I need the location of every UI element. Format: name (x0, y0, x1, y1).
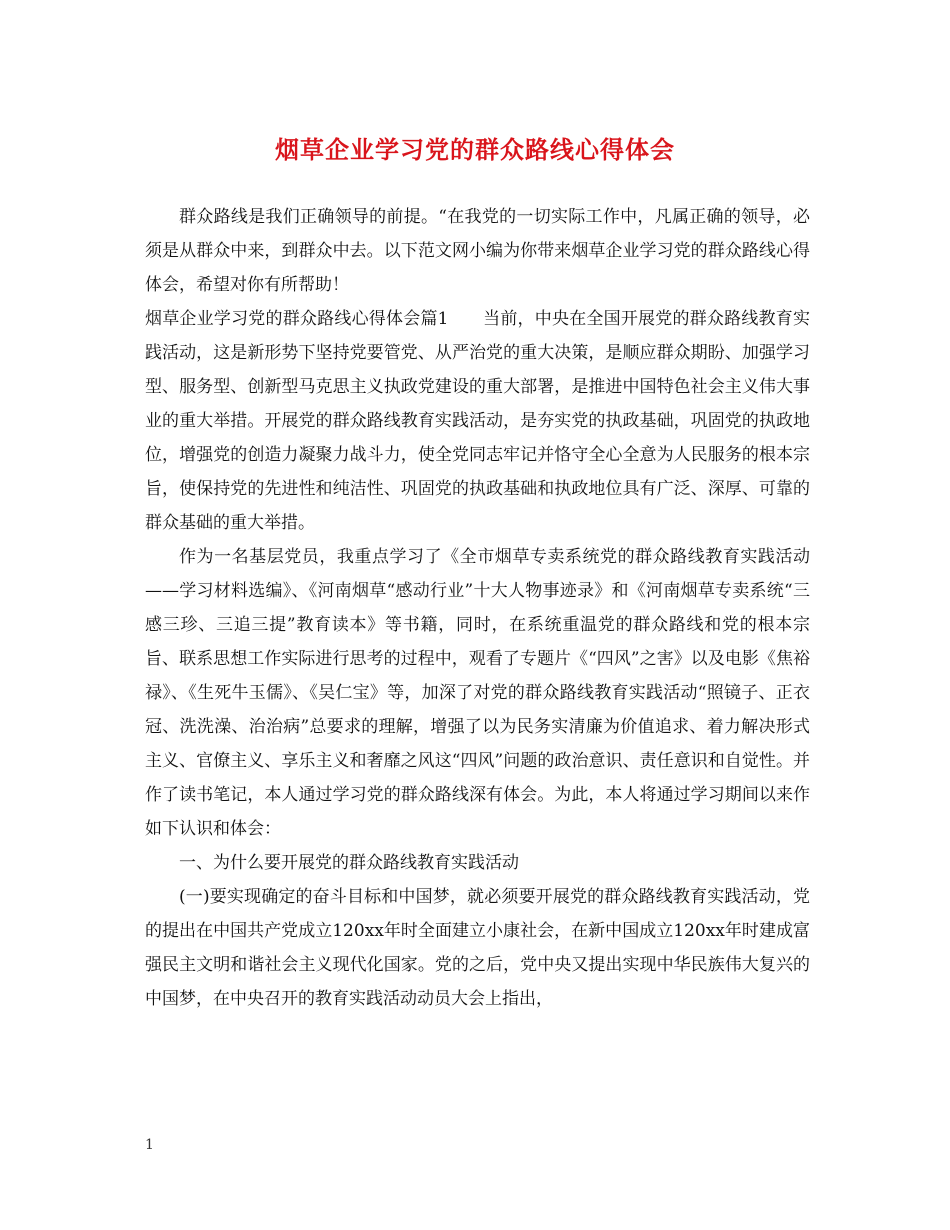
document-title: 烟草企业学习党的群众路线心得体会 (275, 136, 675, 164)
document-body (145, 200, 810, 1016)
page-number: 1 (145, 1137, 154, 1153)
section-paragraph: 烟草企业学习党的群众路线心得体会篇1 当前，中央在全国开展党的群众路线教育实践活动，这是新形势下坚持党要管党、从严治党的重大决策，是顺应群众期盼、加强学习型、服务型、创新型马克思主义执政党建设的重大部署，是推进中国特色社会主义伟大事业的重大举措。开展党的群众路线教育实践活动，是夯实党的执政基础，巩固党的执政地位，增强党的创造力凝聚力战斗力，使全党同志牢记并恪守全心全意为人民服务的根本宗旨，使保持党的先进性和纯洁性、巩固党的执政基础和执政地位具有广泛、深厚、可靠的群众基础的重大举措。 (145, 309, 810, 533)
intro-paragraph: 群众路线是我们正确领导的前提。“在我党的一切实际工作中，凡属正确的领导，必须是从群众中来，到群众中去。以下范文网小编为你带来烟草企业学习党的群众路线心得体会，希望对你有所帮助！ (145, 207, 810, 295)
subsection-paragraph: (一)要实现确定的奋斗目标和中国梦，就必须要开展党的群众路线教育实践活动，党的提出在中国共产党成立120xx年时全面建立小康社会，在新中国成立120xx年时建成富强民主文明和谐社会主义现代化国家。党的之后，党中央又提出实现中华民族伟大复兴的中国梦，在中央召开的教育实践活动动员大会上指出， (145, 887, 810, 1009)
body-paragraph: 作为一名基层党员，我重点学习了《全市烟草专卖系统党的群众路线教育实践活动——学习材料选编》、《河南烟草“感动行业”十大人物事迹录》和《河南烟草专卖系统“三感三珍、三追三提”教育读本》等书籍，同时，在系统重温党的群众路线和党的根本宗旨、联系思想工作实际进行思考的过程中，观看了专题片《“四风”之害》以及电影《焦裕禄》、《生死牛玉儒》、《吴仁宝》等，加深了对党的群众路线教育实践活动“照镜子、正衣冠、洗洗澡、治治病”总要求的理解，增强了以为民务实清廉为价值追求、着力解决形式主义、官僚主义、享乐主义和奢靡之风这“四风”问题的政治意识、责任意识和自觉性。并作了读书笔记，本人通过学习党的群众路线深有体会。为此，本人将通过学习期间以来作如下认识和体会： (145, 547, 810, 839)
section-heading: 一、为什么要开展党的群众路线教育实践活动 (179, 853, 519, 873)
